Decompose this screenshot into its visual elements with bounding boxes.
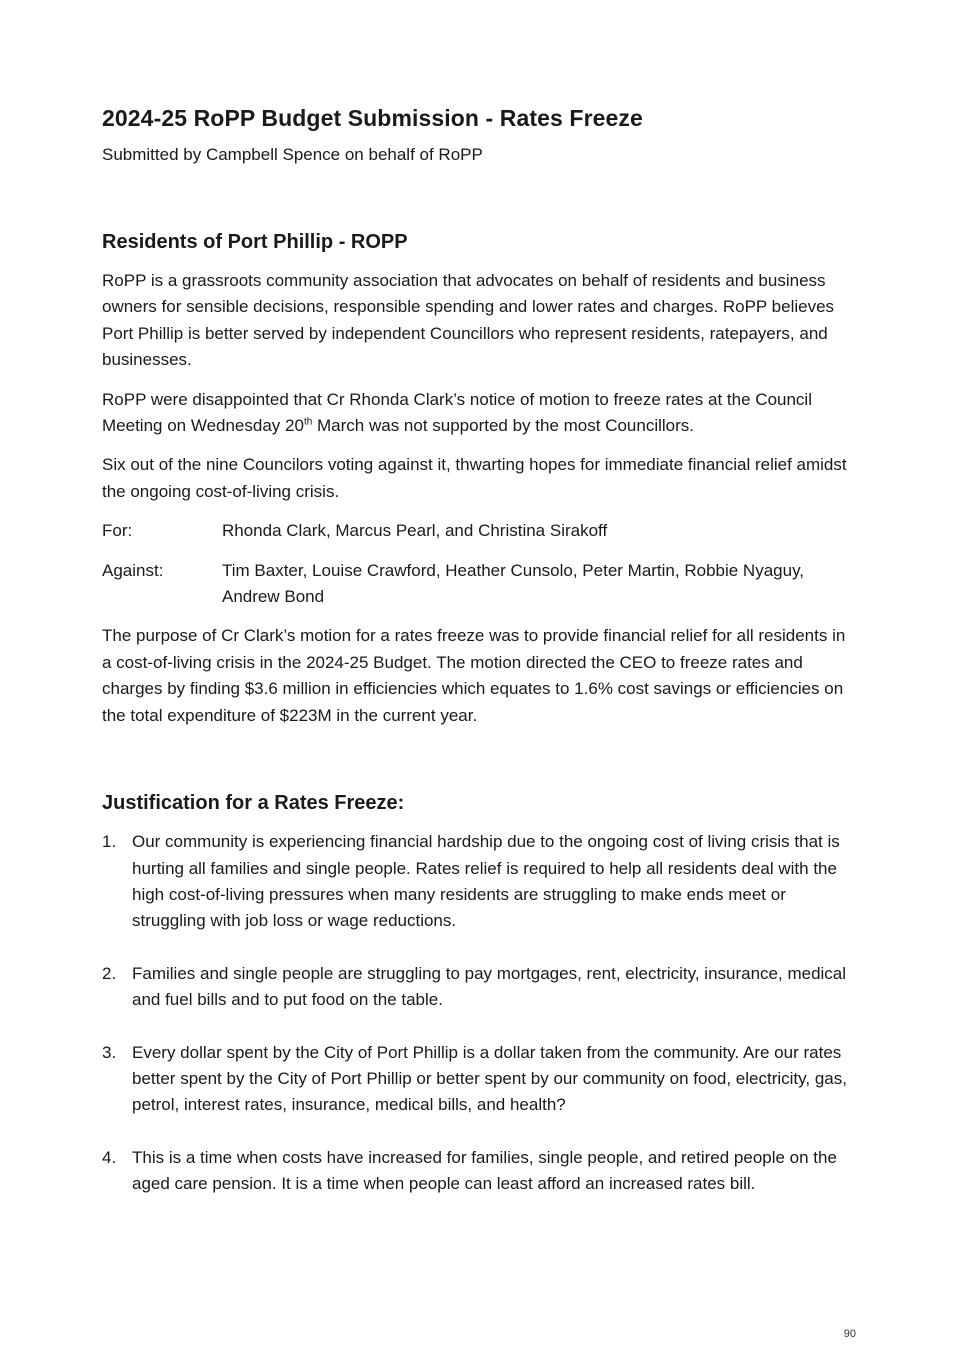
paragraph-motion-purpose: The purpose of Cr Clark’s motion for a rates freeze was to provide financial relief for all residents in a cost-of-living crisis in the 2024-25 Budget. The motion directed the CEO to freeze rates and charges by finding $3.6 million in efficiencies which equates to 1.6% cost savings or efficiencies on the total expenditure of $223M in the current year. (102, 626, 846, 725)
page-number: 90 (843, 1328, 856, 1340)
list-item-number: 4. (102, 1147, 117, 1167)
paragraph-motion-disappointment (102, 387, 858, 440)
list-item-number: 3. (102, 1042, 117, 1062)
list-item (102, 961, 858, 1014)
vote-for-row (102, 518, 858, 544)
document-title: 2024-25 RoPP Budget Submission - Rates Freeze (102, 105, 643, 131)
list-item-text: Families and single people are struggling to pay mortgages, rent, electricity, insurance, medical and fuel bills and to put food on the table. (132, 963, 847, 1010)
list-item-text: Our community is experiencing financial hardship due to the ongoing cost of living crisis that is hurting all families and single people. Rates relief is required to help all residents deal with the high cost-of-living pressures when many residents are struggling to make ends meet or struggling with job loss or wage reductions. (132, 832, 840, 931)
document-page (102, 100, 858, 1224)
paragraph-motion-text-end: March was not supported by the most Councillors. (312, 416, 695, 436)
section-heading-justification: Justification for a Rates Freeze: (102, 792, 405, 815)
list-item-text: This is a time when costs have increased for families, single people, and retired people on the aged care pension. It is a time when people can least afford an increased rates bill. (132, 1147, 837, 1194)
vote-against-label: Against: (102, 560, 164, 580)
justification-list (102, 829, 858, 1197)
list-item-number: 1. (102, 832, 117, 852)
list-item (102, 1145, 858, 1198)
paragraph-vote-summary: Six out of the nine Councilors voting against it, thwarting hopes for immediate financial relief amidst the ongoing cost-of-living crisis. (102, 455, 847, 501)
list-item-text: Every dollar spent by the City of Port Phillip is a dollar taken from the community. Are our rates better spent by the City of Port Phillip or better spent by our community on food, electricity, gas, petrol, interest rates, insurance, medical bills, and health? (132, 1042, 847, 1115)
vote-for-label: For: (102, 521, 133, 541)
list-item-number: 2. (102, 963, 117, 983)
vote-against-names: Tim Baxter, Louise Crawford, Heather Cunsolo, Peter Martin, Robbie Nyaguy, Andrew Bond (222, 560, 805, 607)
ordinal-suffix: th (303, 416, 313, 428)
list-item (102, 829, 858, 935)
paragraph-about-ropp: RoPP is a grassroots community association that advocates on behalf of residents and business owners for sensible decisions, responsible spending and lower rates and charges. RoPP believes Port Phillip is better served by independent Councillors who represent residents, ratepayers, and businesses. (102, 271, 835, 370)
document-subtitle: Submitted by Campbell Spence on behalf of RoPP (102, 145, 483, 164)
list-item (102, 1040, 858, 1119)
section-heading-residents: Residents of Port Phillip - ROPP (102, 231, 408, 253)
paragraph-motion-text-start: RoPP were disappointed that Cr Rhonda Clark’s notice of motion to freeze rates at the Council Meeting on Wednesday 20 (102, 389, 812, 436)
vote-against-row (102, 558, 858, 611)
vote-for-names: Rhonda Clark, Marcus Pearl, and Christina Sirakoff (222, 521, 608, 541)
